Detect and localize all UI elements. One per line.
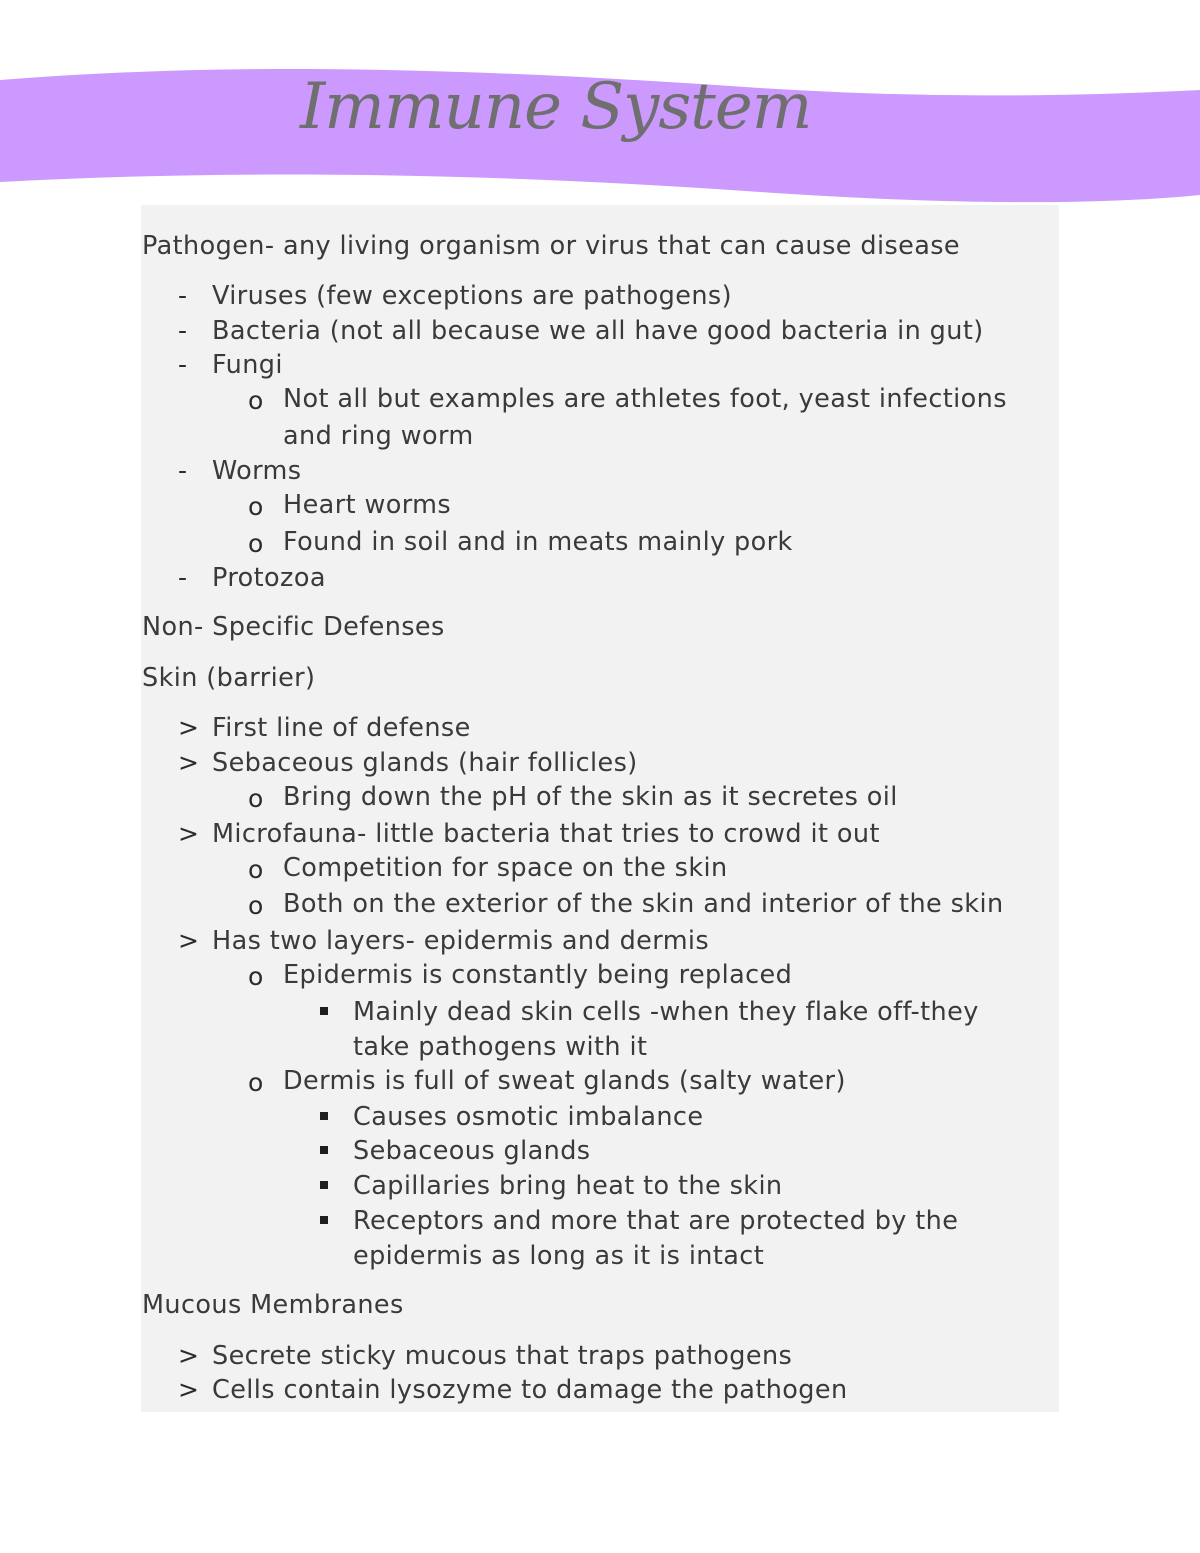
list-item: Heart worms [283, 490, 452, 520]
list-item: Bacteria (not all because we all have good bacteria in gut) [212, 316, 984, 346]
list-item: Receptors and more that are protected by the [353, 1206, 959, 1236]
list-item: Both on the exterior of the skin and interior of the skin [283, 889, 1004, 919]
list-item-continuation: take pathogens with it [353, 1032, 648, 1062]
circle-bullet: o [248, 855, 264, 884]
dash-bullet: - [178, 281, 188, 310]
list-item: Bring down the pH of the skin as it secretes oil [283, 782, 898, 812]
list-item: Mainly dead skin cells -when they flake off-they [353, 997, 979, 1027]
square-bullet [320, 1112, 328, 1120]
list-item: Dermis is full of sweat glands (salty water) [283, 1066, 846, 1096]
list-item: Microfauna- little bacteria that tries to crowd it out [212, 819, 880, 849]
arrow-bullet: > [178, 748, 199, 777]
circle-bullet: o [248, 784, 264, 813]
dash-bullet: - [178, 456, 188, 485]
arrow-bullet: > [178, 1341, 199, 1370]
list-item: First line of defense [212, 713, 471, 743]
square-bullet [320, 1146, 328, 1154]
list-item-continuation: epidermis as long as it is intact [353, 1241, 765, 1271]
square-bullet [320, 1216, 328, 1224]
arrow-bullet: > [178, 926, 199, 955]
arrow-bullet: > [178, 819, 199, 848]
arrow-bullet: > [178, 713, 199, 742]
circle-bullet: o [248, 891, 264, 920]
list-item-continuation: and ring worm [283, 421, 474, 451]
list-item: Viruses (few exceptions are pathogens) [212, 281, 732, 311]
list-item: Sebaceous glands [353, 1136, 591, 1166]
list-item: Sebaceous glands (hair follicles) [212, 748, 638, 778]
list-item: Competition for space on the skin [283, 853, 728, 883]
section-heading: Non- Specific Defenses [142, 612, 445, 642]
list-item: Capillaries bring heat to the skin [353, 1171, 783, 1201]
list-item: Epidermis is constantly being replaced [283, 960, 793, 990]
list-item: Secrete sticky mucous that traps pathogens [212, 1341, 793, 1371]
list-item: Fungi [212, 350, 283, 380]
circle-bullet: o [248, 529, 264, 558]
circle-bullet: o [248, 962, 264, 991]
section-heading: Mucous Membranes [142, 1290, 404, 1320]
list-item: Has two layers- epidermis and dermis [212, 926, 710, 956]
dash-bullet: - [178, 563, 188, 592]
square-bullet [320, 1181, 328, 1189]
list-item: Causes osmotic imbalance [353, 1102, 704, 1132]
list-item: Found in soil and in meats mainly pork [283, 527, 793, 557]
arrow-bullet: > [178, 1375, 199, 1404]
list-item: Not all but examples are athletes foot, yeast infections [283, 384, 1007, 414]
page-title: Immune System [300, 70, 812, 144]
list-item: Worms [212, 456, 302, 486]
list-item: Cells contain lysozyme to damage the pathogen [212, 1375, 848, 1405]
dash-bullet: - [178, 350, 188, 379]
dash-bullet: - [178, 316, 188, 345]
circle-bullet: o [248, 386, 264, 415]
section-heading: Skin (barrier) [142, 663, 316, 693]
square-bullet [320, 1007, 328, 1015]
definition-pathogen: Pathogen- any living organism or virus that can cause disease [142, 231, 961, 261]
circle-bullet: o [248, 492, 264, 521]
list-item: Protozoa [212, 563, 326, 593]
circle-bullet: o [248, 1068, 264, 1097]
